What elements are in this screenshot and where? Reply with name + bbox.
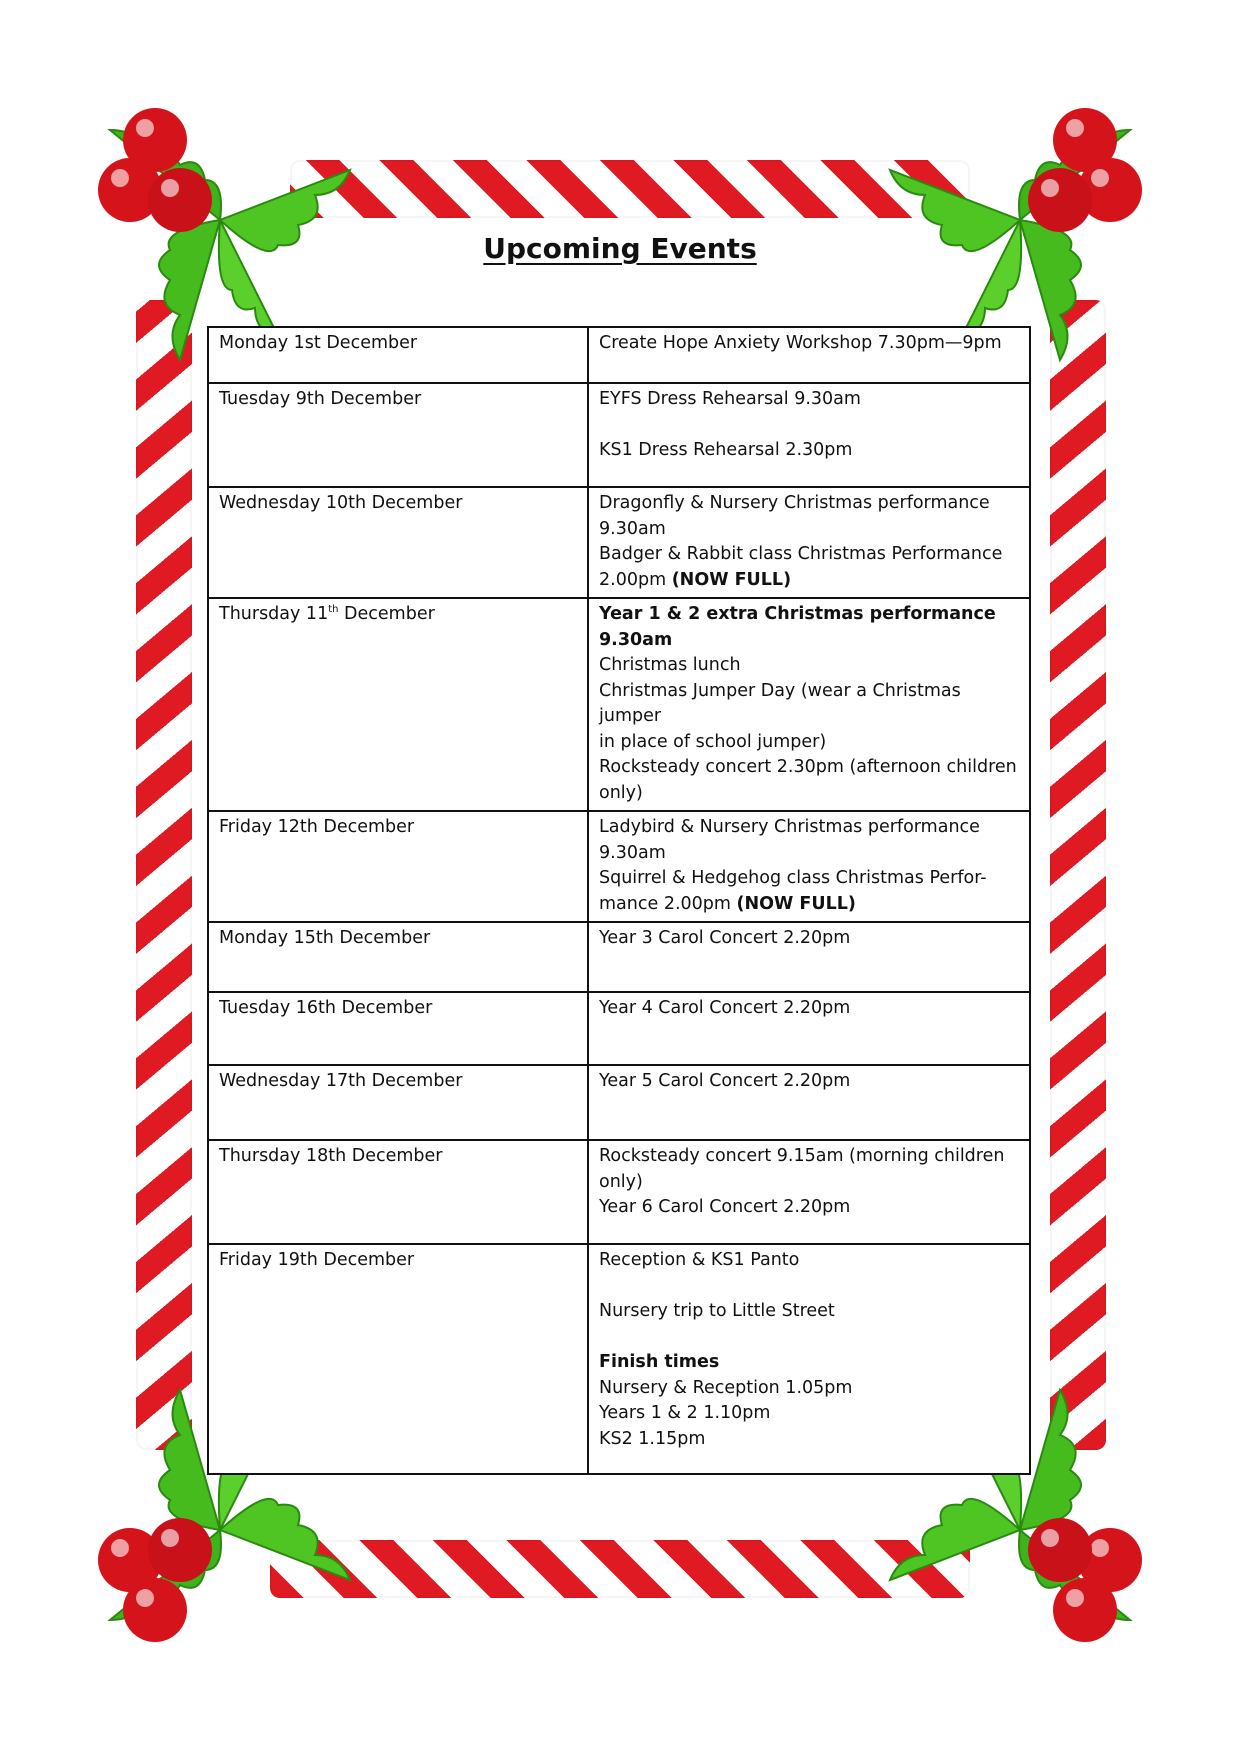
holly-icon	[870, 70, 1170, 370]
event-line: Ladybird & Nursery Christmas performance	[599, 817, 980, 837]
event-line-text: mance 2.00pm	[599, 893, 737, 914]
table-row	[208, 327, 1030, 383]
candy-cane-bottom	[270, 1540, 970, 1598]
event-details	[588, 487, 1030, 598]
spacer	[599, 1325, 1019, 1351]
finish-time: Nursery & Reception 1.05pm	[599, 1377, 853, 1398]
event-date	[208, 598, 588, 811]
event-details	[588, 992, 1030, 1065]
event-date: Tuesday 9th December	[208, 383, 588, 487]
event-line: Reception & KS1 Panto	[599, 1250, 800, 1270]
page-title: Upcoming Events	[483, 232, 757, 265]
event-line	[599, 568, 1019, 594]
event-line: Badger & Rabbit class Christmas Performance	[599, 544, 1003, 564]
event-line: only)	[599, 1171, 643, 1192]
event-date-text: December	[338, 604, 435, 624]
table-row	[208, 992, 1030, 1065]
event-date: Wednesday 17th December	[208, 1065, 588, 1140]
table-row	[208, 598, 1030, 811]
event-date-text: Thursday 11	[219, 604, 329, 624]
event-line: Rocksteady concert 2.30pm (afternoon children	[599, 757, 1017, 777]
candy-cane-top	[290, 160, 970, 218]
event-line	[599, 892, 1019, 918]
table-row	[208, 383, 1030, 487]
event-line: in place of school jumper)	[599, 731, 827, 752]
table-row	[208, 487, 1030, 598]
event-details	[588, 598, 1030, 811]
table-row	[208, 1244, 1030, 1474]
event-details	[588, 327, 1030, 383]
event-date: Monday 15th December	[208, 922, 588, 992]
event-line: Year 4 Carol Concert 2.20pm	[599, 998, 851, 1018]
date-superscript: th	[328, 604, 339, 616]
event-line: KS1 Dress Rehearsal 2.30pm	[599, 440, 853, 460]
event-line: Create Hope Anxiety Workshop 7.30pm—9pm	[599, 333, 1002, 353]
finish-time: KS2 1.15pm	[599, 1428, 706, 1449]
event-details	[588, 1065, 1030, 1140]
event-date: Thursday 18th December	[208, 1140, 588, 1244]
event-details	[588, 1244, 1030, 1474]
event-details	[588, 811, 1030, 922]
candy-cane-left	[136, 300, 192, 1450]
event-line: EYFS Dress Rehearsal 9.30am	[599, 389, 861, 409]
event-date: Tuesday 16th December	[208, 992, 588, 1065]
event-line: Year 5 Carol Concert 2.20pm	[599, 1071, 851, 1091]
event-line-bold: Year 1 & 2 extra Christmas performance 9.30am	[599, 604, 996, 650]
event-line-text: 2.00pm	[599, 569, 672, 590]
now-full-badge: (NOW FULL)	[736, 893, 856, 914]
event-line: Christmas Jumper Day (wear a Christmas jumper	[599, 680, 961, 726]
table-row	[208, 811, 1030, 922]
table-row	[208, 1140, 1030, 1244]
event-line: Squirrel & Hedgehog class Christmas Perfor-	[599, 868, 987, 888]
event-date: Friday 12th December	[208, 811, 588, 922]
table-row	[208, 1065, 1030, 1140]
spacer	[599, 1274, 1019, 1300]
events-table	[207, 326, 1031, 1475]
event-date: Friday 19th December	[208, 1244, 588, 1474]
event-line: Dragonfly & Nursery Christmas performance	[599, 493, 990, 513]
event-line: Rocksteady concert 9.15am (morning children	[599, 1146, 1005, 1166]
event-line: Year 6 Carol Concert 2.20pm	[599, 1197, 851, 1217]
event-line: 9.30am	[599, 518, 666, 539]
now-full-badge: (NOW FULL)	[671, 569, 792, 590]
event-line: 9.30am	[599, 842, 666, 863]
event-details	[588, 383, 1030, 487]
event-line: Christmas lunch	[599, 655, 741, 675]
finish-time: Years 1 & 2 1.10pm	[599, 1403, 771, 1423]
spacer	[599, 413, 1019, 439]
event-date: Monday 1st December	[208, 327, 588, 383]
candy-cane-right	[1050, 300, 1106, 1450]
event-details	[588, 922, 1030, 992]
event-line: Year 3 Carol Concert 2.20pm	[599, 928, 851, 948]
event-line: Nursery trip to Little Street	[599, 1301, 835, 1321]
holly-icon	[70, 70, 370, 370]
event-date: Wednesday 10th December	[208, 487, 588, 598]
finish-times-heading: Finish times	[599, 1352, 720, 1372]
table-row	[208, 922, 1030, 992]
event-details	[588, 1140, 1030, 1244]
event-line: only)	[599, 782, 643, 803]
